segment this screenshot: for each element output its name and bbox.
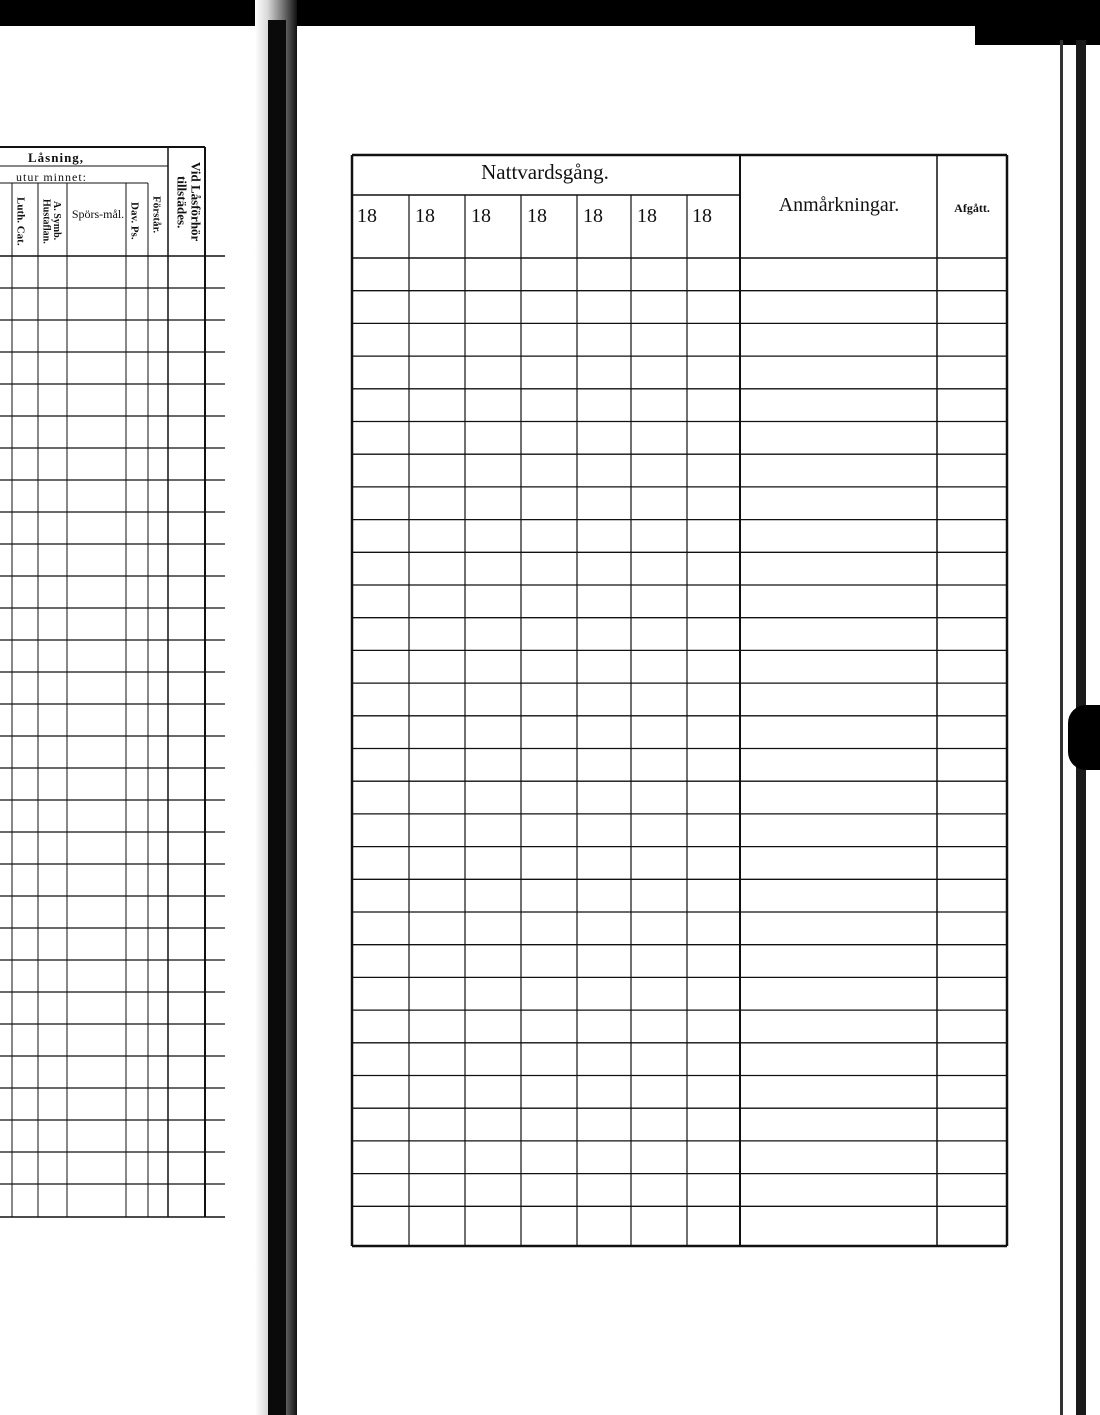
year-cell: 18	[527, 205, 547, 227]
anmarkningar-header: Anmårkningar.	[778, 194, 900, 216]
left-col-sporsmal: Spörs-mål.	[71, 207, 125, 221]
year-cell: 18	[415, 205, 435, 227]
year-cell: 18	[692, 205, 712, 227]
year-cell: 18	[637, 205, 657, 227]
left-col-dav-ps: Dav. Ps.	[128, 202, 141, 240]
left-col-luth-cat: Luth. Cat.	[14, 196, 27, 246]
nattvardsgang-header: Nattvardsgång.	[481, 160, 609, 184]
year-cell: 18	[583, 205, 603, 227]
left-col-symb-hustaflan: A. Symb. Hustaflan.	[40, 198, 62, 244]
left-section-title: Låsning,	[28, 150, 85, 165]
left-col-forstar: Förstår.	[150, 196, 163, 234]
left-side-header: Vid Låsförhör tillstädes.	[174, 162, 204, 242]
year-cell: 18	[357, 205, 377, 227]
afgatt-header: Afgått.	[954, 201, 990, 215]
left-subsection-title: utur minnet:	[16, 170, 87, 184]
year-cell: 18	[471, 205, 491, 227]
